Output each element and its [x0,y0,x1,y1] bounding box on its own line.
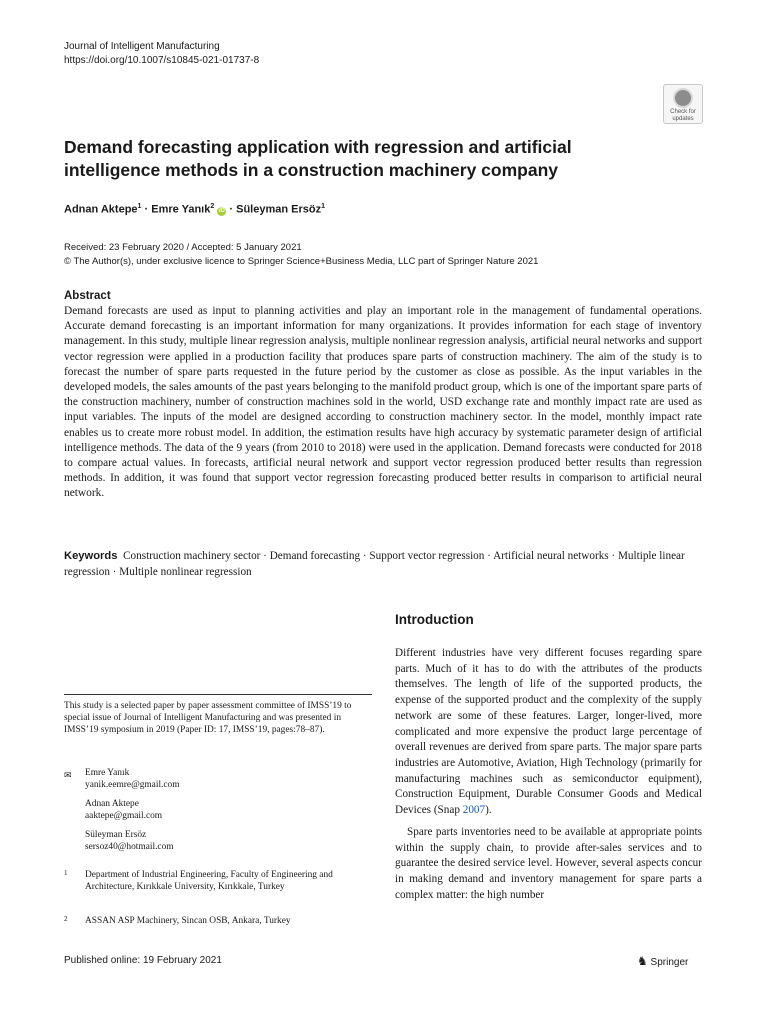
check-for-updates-button[interactable] [663,84,703,124]
contact-name: Adnan Aktepe [85,799,139,809]
affiliation [64,915,372,927]
publisher-name: Springer [650,957,689,968]
author-name[interactable]: Süleyman Ersöz [236,203,322,216]
introduction-paragraph: Spare parts inventories need to be available at appropriate points within the supply chain, to provide after-sales services and to guarantee the desired service level. However, several aspects concur in making demand and inventory management for spare parts a complex matter: the high number [395,826,702,901]
affiliation-marker: 2 [210,203,215,210]
contact-name: Süleyman Ersöz [85,830,147,840]
doi-link[interactable]: https://doi.org/10.1007/s10845-021-01737-8 [64,55,260,66]
crossmark-label-1: Check for [670,109,696,115]
introduction-heading: Introduction [395,612,474,627]
published-date: Published online: 19 February 2021 [64,955,222,966]
affiliation-number: 2 [64,915,68,923]
affiliation-marker: 1 [137,203,142,210]
contact-email[interactable]: sersoz40@hotmail.com [85,842,174,852]
corresponding-contacts [64,767,372,860]
contact-name: Emre Yanık [85,768,130,778]
abstract-heading: Abstract [64,290,111,302]
citation-link[interactable]: 2007 [462,804,486,817]
affiliation-text: ASSAN ASP Machinery, Sincan OSB, Ankara, Turkey [85,916,291,926]
keywords-label: Keywords [64,550,118,562]
orcid-icon[interactable]: iD [218,207,225,214]
introduction-paragraph [395,646,702,819]
crossmark-label-2: updates [672,116,694,122]
keywords-text: Construction machinery sector · Demand forecasting · Support vector regression · Artificial neural networks · Multiple linear regression · Multiple nonlinear regression [64,550,685,578]
author-separator: · [141,203,152,216]
contact-entry [85,767,372,791]
contact-entry [85,829,372,853]
author-name[interactable]: Adnan Aktepe [64,203,138,216]
publisher-logo[interactable] [637,954,688,968]
paper-title-line-1: Demand forecasting application with regression and artificial [64,137,572,157]
contact-email[interactable]: aaktepe@gmail.com [85,811,163,821]
author-list [64,203,325,216]
editorial-note: This study is a selected paper by paper assessment committee of IMSS’19 to special issue of Journal of Intelligent Manufacturing and was presented in IMSS’19 symposium in 2019 (Paper ID: 17, IMSS’19, pages:78–87). [64,701,352,735]
journal-name: Journal of Intelligent Manufacturing [64,41,220,52]
paper-title-line-2: intelligence methods in a construction machinery company [64,160,558,180]
affiliation-number: 1 [64,869,68,877]
copyright-notice: © The Author(s), under exclusive licence to Springer Science+Business Media, LLC part of Springer Nature 2021 [64,256,539,267]
envelope-icon: ✉ [64,770,72,780]
affiliation-marker: 1 [321,203,325,210]
paragraph-text: ). [485,804,492,817]
paper-title [64,136,624,182]
springer-horse-icon: ♞ [637,954,648,968]
paragraph-text: Different industries have very different focuses regarding spare parts. Much of it has to do with the attributes of the products themselves. The length of life of the supported products, the expense of the supported product and the complexity of the supply network are some of these features. Larger, longer-lived, more complicated and more expensive the product large percentage of overall revenues are derived from spare parts. The major spare parts industries are Automotive, Aviation, High Technology (primarily for manufacturing machines such as semiconductor equipment), Construction Equipment, Durable Consumer Goods and Medical Devices (Snap [395,647,702,817]
footnote-divider [64,694,372,695]
crossmark-icon [673,88,693,108]
contact-entry [85,798,372,822]
author-separator: · [226,203,237,216]
received-dates: Received: 23 February 2020 / Accepted: 5 January 2021 [64,242,302,253]
affiliation [64,869,372,893]
author-name[interactable]: Emre Yanık [151,203,211,216]
abstract-text: Demand forecasts are used as input to planning activities and play an important role in the management of fundamental operations. Accurate demand forecasting is an important information for many organizations. It provides information for each stage of inventory management. In this study, multiple linear regression analysis, multiple nonlinear regression analysis, artificial neural networks and support vector regression were applied in a production facility that produces spare parts of construction machinery. The aim of the study is to forecast the number of spare parts requested in the future period by the customer as close as possible. As the input variables in the developed models, the sales amounts of the past years belonging to the manifold product group, which is one of the important spare parts of the construction machinery, number of construction machines sold in the world, USD exchange rate and monthly impact rate are used as input variables. The inputs of the model are designed according to construction machinery sector. In the model, monthly impact rate enables us to create more robust model. In addition, the estimation results have high accuracy by systematic parameter design of artificial intelligence methods. The data of the 9 years (from 2010 to 2018) were used in the application. Demand forecasts were conducted for 2018 to compare actual values. In forecasts, artificial neural network and support vector regression produced better results than regression methods. In addition, it was found that support vector regression forecasting produced better results in comparison to artificial neural network. [64,305,702,500]
contact-email[interactable]: yanik.eemre@gmail.com [85,780,180,790]
affiliation-text: Department of Industrial Engineering, Faculty of Engineering and Architecture, Kırıkkale University, Kırıkkale, Turkey [85,870,333,892]
keywords [64,548,702,580]
